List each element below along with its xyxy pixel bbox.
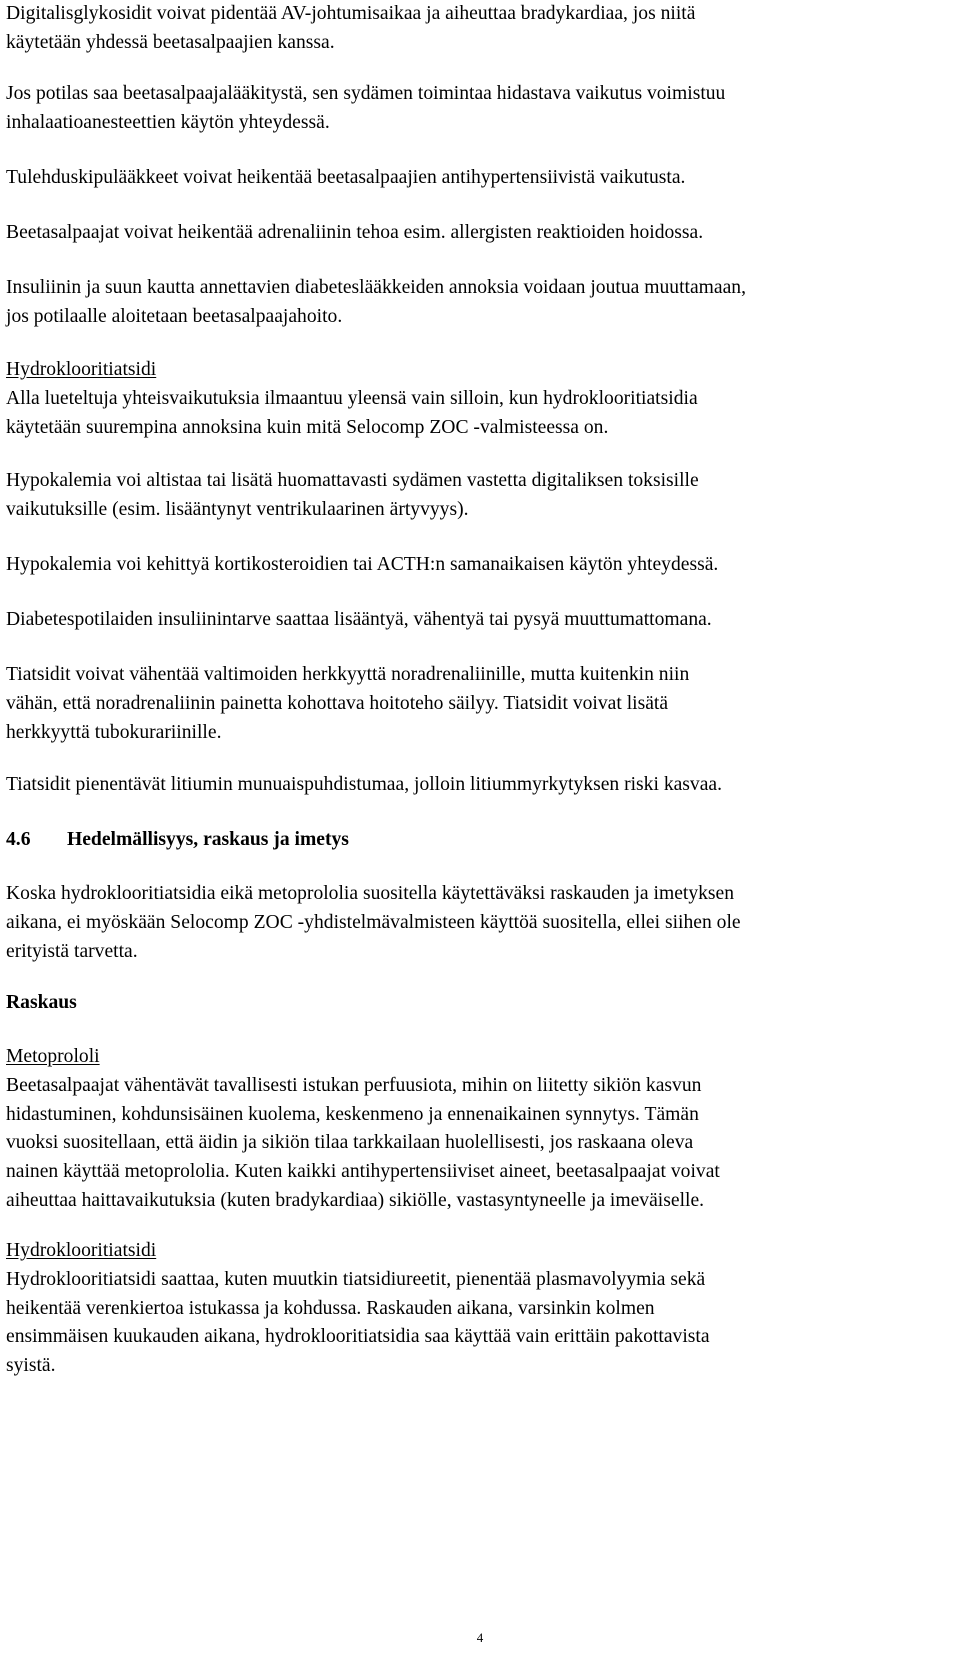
text-line: Tiatsidit pienentävät litiumin munuaispuhdistumaa, jolloin litiummyrkytyksen riski kasvaa. bbox=[6, 774, 723, 795]
text-line: Jos potilas saa beetasalpaajalääkitystä, sen sydämen toimintaa hidastava vaikutus voimistuu bbox=[6, 83, 726, 104]
text-line: Hypokalemia voi altistaa tai lisätä huomattavasti sydämen vastetta digitaliksen toksisille bbox=[6, 470, 699, 491]
paragraph bbox=[6, 551, 718, 580]
text-line: vuoksi suositellaan, että äidin ja sikiön tilaa tarkkailaan huolellisesti, jos raskaana oleva bbox=[6, 1132, 694, 1154]
page-number: 4 bbox=[476, 1630, 484, 1645]
section-heading bbox=[6, 826, 349, 855]
text-line: Tiatsidit voivat vähentää valtimoiden herkkyyttä noradrenaliinille, mutta kuitenkin niin bbox=[6, 664, 690, 685]
subsection-heading-raskaus: Raskaus bbox=[6, 992, 77, 1013]
text-line: vähän, että noradrenaliinin painetta kohottava hoitoteho säilyy. Tiatsidit voivat lisätä bbox=[6, 692, 669, 714]
text-line: syistä. bbox=[6, 1355, 56, 1377]
text-line: Digitalisglykosidit voivat pidentää AV-johtumisaikaa ja aiheuttaa bradykardiaa, jos niitä bbox=[6, 3, 696, 24]
paragraph bbox=[6, 0, 695, 58]
paragraph bbox=[6, 606, 712, 635]
paragraph bbox=[6, 467, 699, 525]
text-line: Alla lueteltuja yhteisvaikutuksia ilmaantuu yleensä vain silloin, kun hydroklooritiatsidia bbox=[6, 387, 698, 409]
subheading-hydroklooritiatsidi: Hydroklooritiatsidi bbox=[6, 359, 157, 380]
section-number: 4.6 bbox=[6, 829, 31, 850]
text-line: inhalaatioanesteettien käytön yhteydessä. bbox=[6, 111, 330, 133]
paragraph bbox=[6, 771, 722, 800]
paragraph bbox=[6, 1237, 710, 1381]
paragraph bbox=[6, 356, 698, 442]
text-line: Hydroklooritiatsidi saattaa, kuten muutkin tiatsidiureetit, pienentää plasmavolyymia sekä bbox=[6, 1268, 706, 1290]
text-line: heikentää verenkiertoa istukassa ja kohdussa. Raskauden aikana, varsinkin kolmen bbox=[6, 1297, 655, 1319]
section-title: Hedelmällisyys, raskaus ja imetys bbox=[67, 829, 349, 850]
text-line: käytetään suurempina annoksina kuin mitä Selocomp ZOC -valmisteessa on. bbox=[6, 416, 609, 438]
text-line: erityistä tarvetta. bbox=[6, 940, 138, 962]
paragraph bbox=[6, 661, 689, 747]
text-line: Insuliinin ja suun kautta annettavien diabeteslääkkeiden annoksia voidaan joutua muuttamaan, bbox=[6, 277, 746, 298]
text-line: Hypokalemia voi kehittyä kortikosteroidien tai ACTH:n samanaikaisen käytön yhteydessä. bbox=[6, 554, 719, 575]
subheading-metoprololi: Metoprololi bbox=[6, 1046, 100, 1067]
paragraph bbox=[6, 274, 746, 332]
paragraph bbox=[6, 219, 703, 248]
paragraph bbox=[6, 880, 741, 966]
text-line: vaikutuksille (esim. lisääntynyt ventrikulaarinen ärtyvyys). bbox=[6, 498, 469, 520]
text-line: herkkyyttä tubokurariinille. bbox=[6, 721, 222, 743]
text-line: Tulehduskipulääkkeet voivat heikentää beetasalpaajien antihypertensiivistä vaikutusta. bbox=[6, 167, 686, 188]
paragraph bbox=[6, 80, 725, 138]
text-line: jos potilaalle aloitetaan beetasalpaajahoito. bbox=[6, 305, 343, 327]
text-line: Koska hydroklooritiatsidia eikä metoprololia suositella käytettäväksi raskauden ja imetyksen bbox=[6, 883, 735, 904]
text-line: Diabetespotilaiden insuliinintarve saattaa lisääntyä, vähentyä tai pysyä muuttumattomana. bbox=[6, 609, 712, 630]
text-line: Beetasalpaajat vähentävät tavallisesti istukan perfuusiota, mihin on liitetty sikiön kasvun bbox=[6, 1074, 702, 1096]
paragraph bbox=[6, 1043, 720, 1216]
text-line: hidastuminen, kohdunsisäinen kuolema, keskenmeno ja ennenaikainen synnytys. Tämän bbox=[6, 1103, 699, 1125]
text-line: aiheuttaa haittavaikutuksia (kuten bradykardiaa) sikiölle, vastasyntyneelle ja imeväiselle. bbox=[6, 1189, 705, 1211]
text-line: aikana, ei myöskään Selocomp ZOC -yhdistelmävalmisteen käyttöä suositella, ellei siihen ole bbox=[6, 911, 741, 933]
text-line: nainen käyttää metoprololia. Kuten kaikki antihypertensiiviset aineet, beetasalpaajat voivat bbox=[6, 1161, 720, 1183]
subheading-hydroklooritiatsidi: Hydroklooritiatsidi bbox=[6, 1240, 157, 1261]
text-line: käytetään yhdessä beetasalpaajien kanssa. bbox=[6, 31, 335, 53]
text-line: ensimmäisen kuukauden aikana, hydroklooritiatsidia saa käyttää vain erittäin pakottavista bbox=[6, 1326, 710, 1348]
text-line: Beetasalpaajat voivat heikentää adrenaliinin tehoa esim. allergisten reaktioiden hoidossa. bbox=[6, 222, 704, 243]
paragraph bbox=[6, 164, 685, 193]
